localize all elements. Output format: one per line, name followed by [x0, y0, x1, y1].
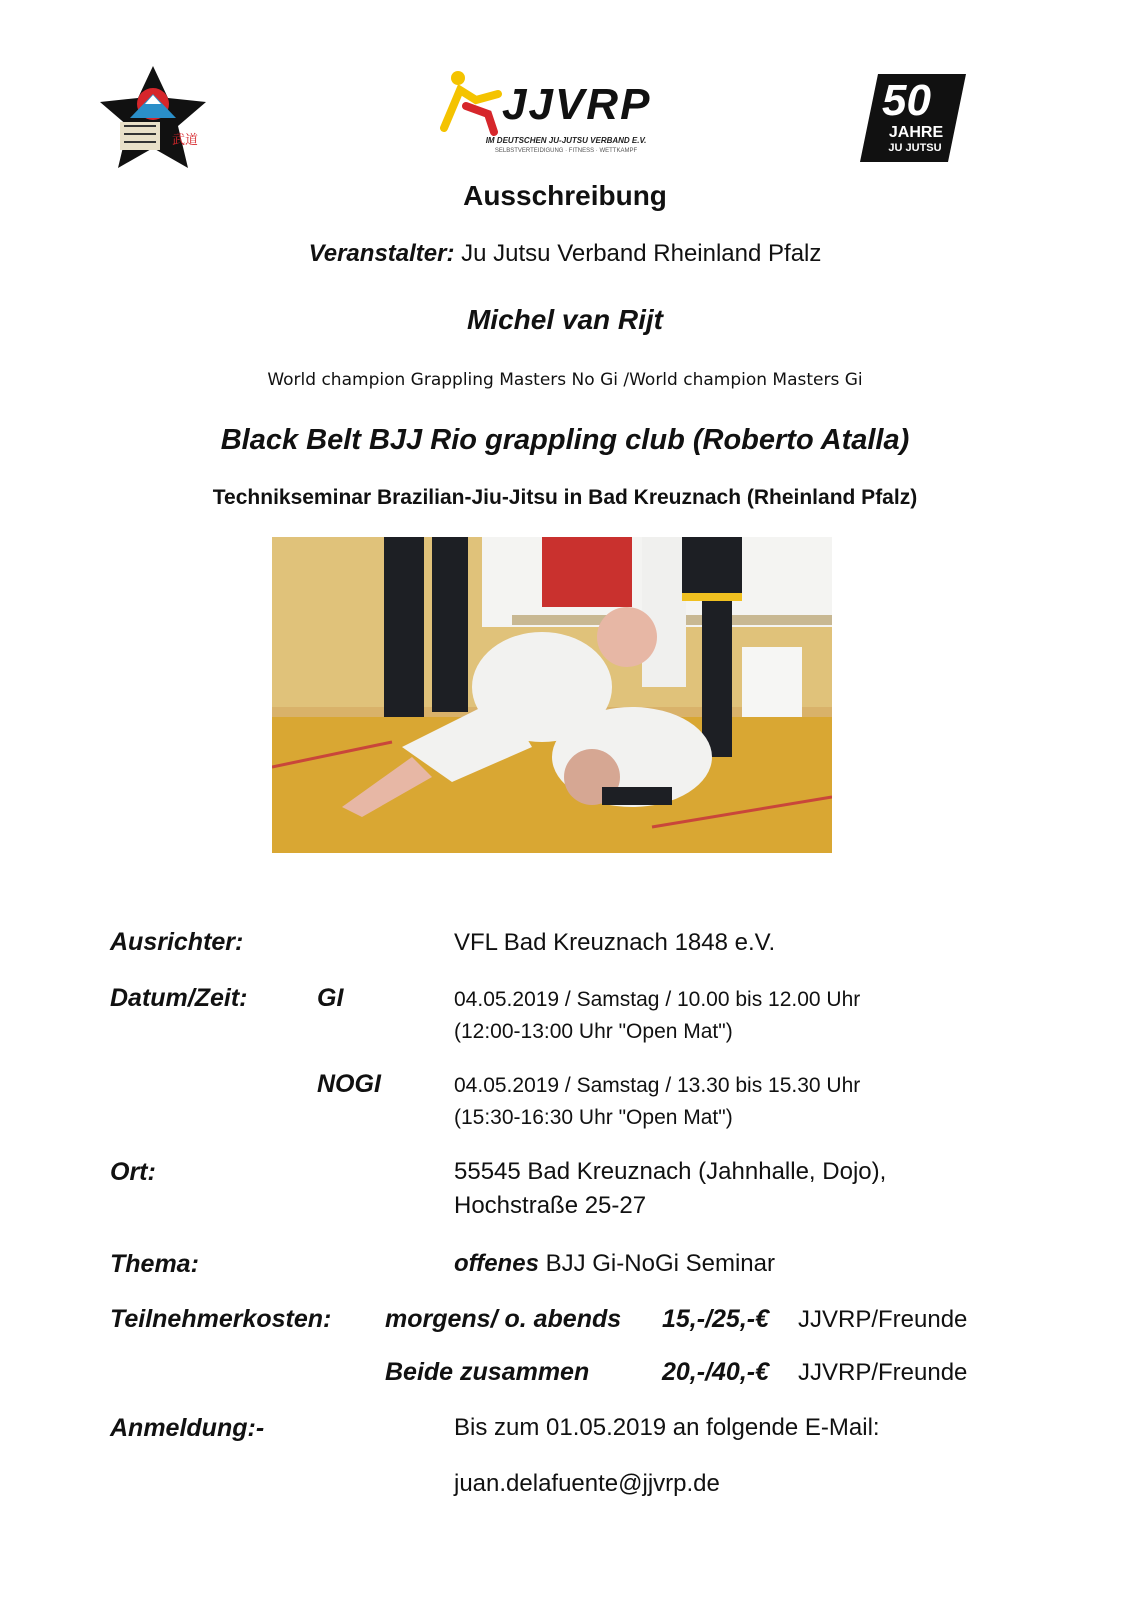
fee1-type: morgens/ o. abends: [385, 1305, 622, 1333]
organizer-label: Veranstalter:: [308, 240, 455, 267]
ju-jutsu-text: JU JUTSU: [888, 142, 942, 154]
jjvrp-wordmark: JJVRP: [502, 80, 652, 129]
nogi-time-line1: 04.05.2019 / Samstag / 13.30 bis 15.30 Uhr: [454, 1074, 861, 1097]
gi-time-line2: (12:00-13:00 Uhr "Open Mat"): [454, 1020, 733, 1043]
signup-label: Anmeldung:-: [110, 1414, 265, 1442]
topic-emphasis: offenes: [454, 1250, 539, 1277]
instructor-belt: Black Belt BJJ Rio grappling club (Roberto Atalla): [220, 424, 910, 456]
host-value: VFL Bad Kreuznach 1848 e.V.: [454, 929, 776, 956]
jahre-text: JAHRE: [888, 124, 944, 141]
nogi-label: NOGI: [317, 1070, 381, 1098]
signup-email: juan.delafuente@jjvrp.de: [454, 1470, 720, 1497]
fee-label: Teilnehmerkosten:: [110, 1305, 332, 1333]
fee2-group: JJVRP/Freunde: [798, 1359, 968, 1386]
place-line1: 55545 Bad Kreuznach (Jahnhalle, Dojo),: [454, 1158, 887, 1185]
signup-text: Bis zum 01.05.2019 an folgende E-Mail:: [454, 1414, 880, 1441]
gi-label: GI: [317, 984, 344, 1012]
instructor-name: Michel van Rijt: [466, 304, 664, 335]
jjvrp-logo: [436, 70, 676, 160]
organizer-line: [0, 240, 1130, 268]
budo-kanji-text: 武道: [172, 133, 199, 148]
seminar-subtitle: Technikseminar Brazilian-Jiu-Jitsu in Bad Kreuznach (Rheinland Pfalz): [212, 486, 918, 509]
place-line2: Hochstraße 25-27: [454, 1192, 647, 1219]
nogi-time-line2: (15:30-16:30 Uhr "Open Mat"): [454, 1106, 733, 1129]
date-label: Datum/Zeit:: [110, 984, 248, 1012]
kicking-figure-icon: [436, 70, 506, 140]
seminar-photo: [272, 537, 832, 853]
topic-value: [454, 1250, 775, 1278]
topic-rest: BJJ Gi-NoGi Seminar: [538, 1250, 775, 1277]
fifty-number: 50: [882, 76, 931, 125]
fee1-price: 15,-/25,-€: [662, 1305, 770, 1333]
topic-label: Thema:: [110, 1250, 199, 1278]
place-label: Ort:: [110, 1158, 156, 1186]
instructor-achievements: World champion Grappling Masters No Gi /World champion Masters Gi: [267, 370, 863, 390]
fee2-type: Beide zusammen: [385, 1358, 590, 1386]
budo-club-logo: [98, 64, 208, 170]
jjvrp-subtitle: IM DEUTSCHEN JU-JUTSU VERBAND E.V.: [485, 136, 647, 145]
gi-time-line1: 04.05.2019 / Samstag / 10.00 bis 12.00 Uhr: [454, 988, 861, 1011]
page-title: Ausschreibung: [463, 180, 667, 211]
organizer-value: Ju Jutsu Verband Rheinland Pfalz: [461, 240, 822, 267]
fee2-price: 20,-/40,-€: [662, 1358, 770, 1386]
jjvrp-tagline: SELBSTVERTEIDIGUNG · FITNESS · WETTKAMPF: [494, 148, 638, 154]
fee1-group: JJVRP/Freunde: [798, 1306, 968, 1333]
fifty-years-logo: [860, 74, 966, 162]
host-label: Ausrichter:: [110, 928, 244, 956]
